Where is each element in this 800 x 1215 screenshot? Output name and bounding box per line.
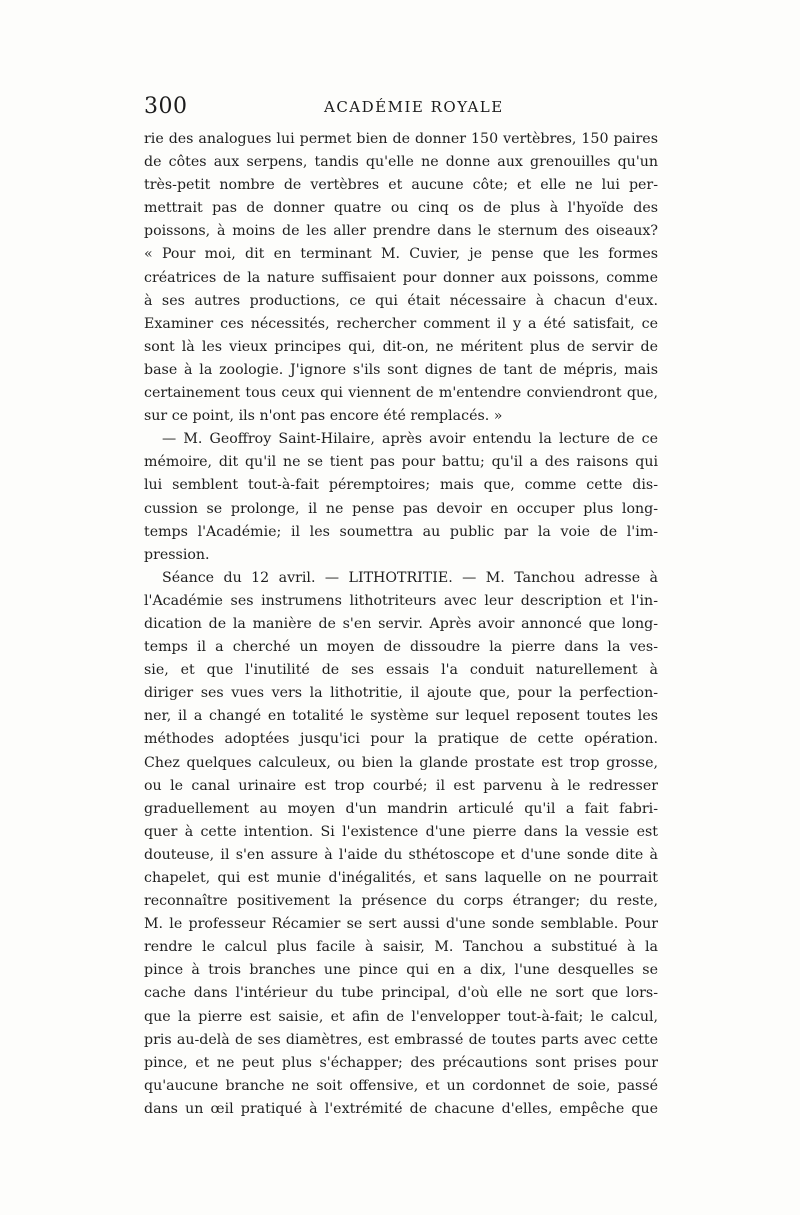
page-number: 300: [144, 94, 188, 119]
text-line: « Pour moi, dit en terminant M. Cuvier, je pense que les formes: [144, 246, 658, 263]
body-text: [144, 128, 658, 1121]
text-line: douteuse, il s'en assure à l'aide du sthétoscope et d'une sonde dite à: [144, 846, 658, 863]
text-line: reconnaître positivement la présence du corps étranger; du reste,: [144, 893, 658, 910]
text-line: quer à cette intention. Si l'existence d'une pierre dans la vessie est: [144, 823, 658, 840]
page-header: [144, 94, 658, 124]
text-line: mémoire, dit qu'il ne se tient pas pour battu; qu'il a des raisons qui: [144, 454, 658, 471]
text-line: — M. Geoffroy Saint-Hilaire, après avoir entendu la lecture de ce: [162, 431, 658, 448]
text-line: lui semblent tout-à-fait péremptoires; mais que, comme cette dis-: [144, 477, 658, 494]
text-line: dication de la manière de s'en servir. Après avoir annoncé que long-: [144, 615, 658, 632]
text-line: base à la zoologie. J'ignore s'ils sont dignes de tant de mépris, mais: [144, 361, 658, 378]
text-line: méthodes adoptées jusqu'ici pour la pratique de cette opération.: [144, 731, 658, 748]
text-line: M. le professeur Récamier se sert aussi d'une sonde semblable. Pour: [144, 916, 658, 933]
text-line: rie des analogues lui permet bien de donner 150 vertèbres, 150 paires: [144, 131, 658, 147]
text-line: ou le canal urinaire est trop courbé; il est parvenu à le redresser: [144, 777, 658, 794]
text-line: sur ce point, ils n'ont pas encore été remplacés. »: [144, 408, 503, 425]
text-line: temps il a cherché un moyen de dissoudre la pierre dans la ves-: [144, 639, 658, 656]
text-line: dans un œil pratiqué à l'extrémité de chacune d'elles, empêche que: [144, 1100, 658, 1117]
text-line: poissons, à moins de les aller prendre dans le sternum des oiseaux?: [144, 223, 658, 240]
text-line: sie, et que l'inutilité de ses essais l'a conduit naturellement à: [144, 662, 658, 679]
text-line: très-petit nombre de vertèbres et aucune côte; et elle ne lui per-: [144, 177, 658, 194]
text-line: certainement tous ceux qui viennent de m'entendre conviendront que,: [144, 385, 658, 402]
text-line: temps l'Académie; il les soumettra au public par la voie de l'im-: [144, 523, 658, 540]
text-line: pince à trois branches une pince qui en a dix, l'une desquelles se: [144, 962, 658, 979]
text-line: de côtes aux serpens, tandis qu'elle ne donne aux grenouilles qu'un: [144, 154, 658, 171]
text-line: à ses autres productions, ce qui était nécessaire à chacun d'eux.: [144, 292, 658, 309]
text-line: que la pierre est saisie, et afin de l'envelopper tout-à-fait; le calcul,: [144, 1008, 658, 1025]
text-line: qu'aucune branche ne soit offensive, et un cordonnet de soie, passé: [144, 1077, 658, 1094]
text-line: pris au-delà de ses diamètres, est embrassé de toutes parts avec cette: [144, 1031, 658, 1048]
text-line: pression.: [144, 546, 210, 563]
text-line: rendre le calcul plus facile à saisir, M. Tanchou a substitué à la: [144, 939, 658, 956]
text-line: l'Académie ses instrumens lithotriteurs avec leur description et l'in-: [144, 592, 658, 609]
text-line: chapelet, qui est munie d'inégalités, et sans laquelle on ne pourrait: [144, 870, 658, 886]
text-line: Séance du 12 avril. — LITHOTRITIE. — M. Tanchou adresse à: [162, 569, 658, 586]
text-line: créatrices de la nature suffisaient pour donner aux poissons, comme: [144, 269, 658, 286]
text-line: diriger ses vues vers la lithotritie, il ajoute que, pour la perfection-: [144, 685, 658, 702]
text-line: mettrait pas de donner quatre ou cinq os de plus à l'hyoïde des: [144, 200, 658, 217]
text-line: Chez quelques calculeux, ou bien la glande prostate est trop grosse,: [144, 754, 658, 771]
text-line: graduellement au moyen d'un mandrin articulé qu'il a fait fabri-: [144, 800, 658, 817]
text-line: pince, et ne peut plus s'échapper; des précautions sont prises pour: [144, 1054, 658, 1071]
text-line: sont là les vieux principes qui, dit-on, ne méritent plus de servir de: [144, 338, 658, 355]
running-head: ACADÉMIE ROYALE: [324, 98, 504, 116]
text-line: cussion se prolonge, il ne pense pas devoir en occuper plus long-: [144, 500, 658, 517]
text-line: cache dans l'intérieur du tube principal, d'où elle ne sort que lors-: [144, 985, 658, 1002]
text-line: ner, il a changé en totalité le système sur lequel reposent toutes les: [144, 708, 658, 725]
text-line: Examiner ces nécessités, rechercher comment il y a été satisfait, ce: [144, 315, 658, 332]
